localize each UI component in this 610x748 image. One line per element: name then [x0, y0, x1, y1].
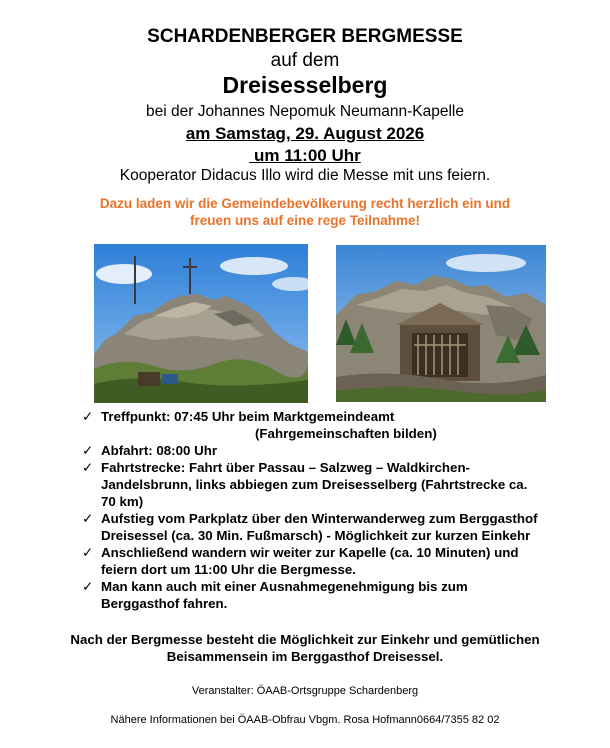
list-item: ✓ Abfahrt: 08:00 Uhr — [82, 443, 217, 458]
checkmark-icon: ✓ — [82, 545, 94, 560]
contact-info: Nähere Informationen bei ÖAAB-Obfrau Vbgm. Rosa Hofmann0664/7355 82 02 — [110, 714, 500, 726]
list-item: ✓ Man kann auch mit einer Ausnahmegenehmigung bis zum Berggasthof fahren. — [82, 579, 468, 611]
checkmark-icon: ✓ — [82, 511, 94, 526]
event-date: am Samstag, 29. August 2026 — [185, 124, 425, 143]
program-list — [80, 408, 540, 612]
checkmark-icon: ✓ — [82, 460, 94, 475]
event-priest: Kooperator Didacus Illo wird die Messe mit uns feiern. — [119, 167, 491, 184]
checkmark-icon: ✓ — [82, 579, 94, 594]
list-item: ✓ Fahrtstrecke: Fahrt über Passau – Salzweg – Waldkirchen-Jandelsbrunn, links abbiegen zum Dreisesselberg (Fahrtstrecke ca. 70 km) — [82, 460, 528, 509]
event-location: bei der Johannes Nepomuk Neumann-Kapelle — [146, 103, 464, 120]
checkmark-icon: ✓ — [82, 443, 94, 458]
list-item: ✓ Treffpunkt: 07:45 Uhr beim Marktgemeindeamt (Fahrgemeinschaften bilden) — [82, 409, 437, 441]
event-subtitle: auf dem — [270, 50, 340, 71]
event-time: um 11:00 Uhr — [249, 146, 361, 165]
list-item: ✓ Anschließend wandern wir weiter zur Kapelle (ca. 10 Minuten) und feiern dort um 11:00 Uhr die Bergmesse. — [82, 545, 519, 577]
invitation-text: Dazu laden wir die Gemeindebevölkerung recht herzlich ein und freuen uns auf eine rege Teilnahme! — [99, 196, 511, 228]
closing-text: Nach der Bergmesse besteht die Möglichkeit zur Einkehr und gemütlichen Beisammensein im Berggasthof Dreisessel. — [70, 632, 540, 664]
chapel-photo — [336, 245, 546, 402]
summit-photo — [94, 244, 308, 403]
checkmark-icon: ✓ — [82, 409, 94, 424]
organizer-text: Veranstalter: ÖAAB-Ortsgruppe Schardenberg — [191, 685, 419, 697]
event-title: SCHARDENBERGER BERGMESSE — [147, 26, 463, 47]
event-place: Dreisesselberg — [222, 72, 388, 98]
list-item: ✓ Aufstieg vom Parkplatz über den Winterwanderweg zum Berggasthof Dreisessel (ca. 30 Min. Fußmarsch) - Möglichkeit zur kurzen Einkehr — [82, 511, 538, 543]
